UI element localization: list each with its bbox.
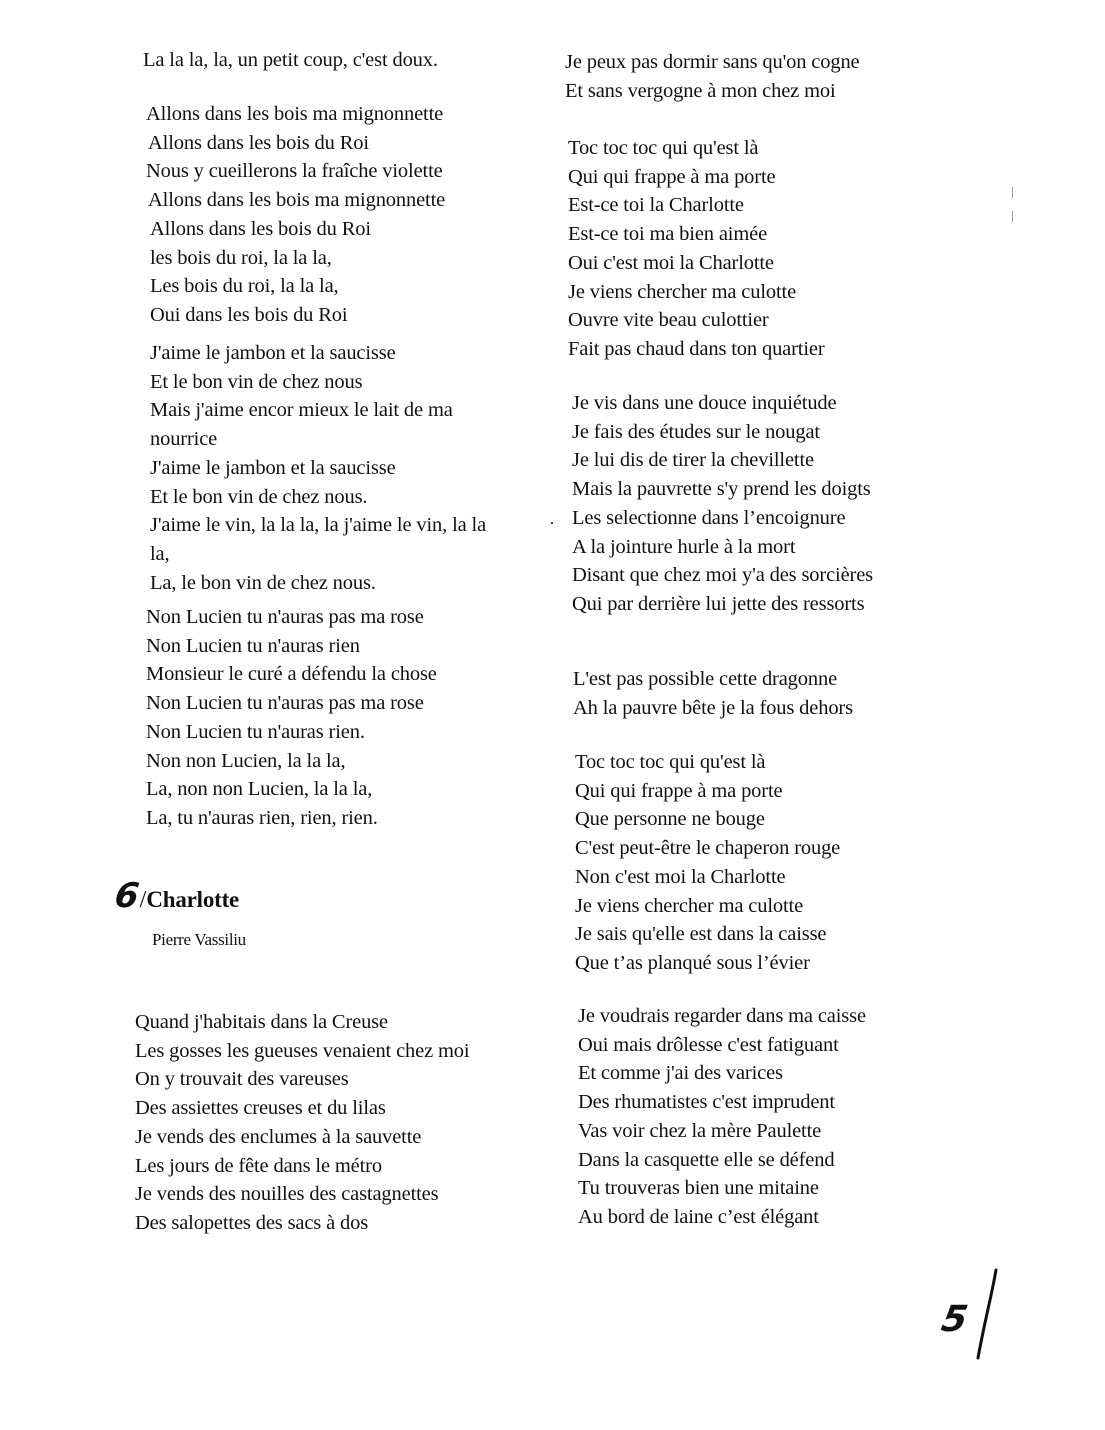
lyric-line: Oui c'est moi la Charlotte xyxy=(568,251,774,274)
lyric-line: Je viens chercher ma culotte xyxy=(575,894,804,917)
lyric-line: Tu trouveras bien une mitaine xyxy=(578,1177,819,1200)
lyric-line: la, xyxy=(150,542,170,565)
lyric-line: J'aime le jambon et la saucisse xyxy=(150,342,396,364)
lyric-line: Des assiettes creuses et du lilas xyxy=(135,1097,386,1120)
lyric-line: Je fais des études sur le nougat xyxy=(572,420,820,443)
lyric-line: Je vends des nouilles des castagnettes xyxy=(135,1183,439,1206)
lyric-line: Et sans vergogne à mon chez moi xyxy=(565,79,836,102)
stanza-bullet: · xyxy=(549,513,555,533)
lyric-line: Je peux pas dormir sans qu'on cogne xyxy=(565,51,860,73)
lyric-line: Est-ce toi la Charlotte xyxy=(568,194,744,217)
lyric-line: Non c'est moi la Charlotte xyxy=(575,865,786,888)
lyric-line: Des salopettes des sacs à dos xyxy=(135,1211,369,1234)
lyric-line: Est-ce toi ma bien aimée xyxy=(568,223,768,246)
lyric-line: On y trouvait des vareuses xyxy=(135,1068,349,1091)
lyric-line: Les jours de fête dans le métro xyxy=(135,1154,382,1177)
lyric-line: La la la, la, un petit coup, c'est doux. xyxy=(143,49,438,71)
lyric-line: Que t’as planqué sous l’évier xyxy=(575,951,810,974)
lyric-line: Et comme j'ai des varices xyxy=(578,1062,783,1085)
lyric-line: Qui qui frappe à ma porte xyxy=(568,165,776,188)
lyric-line: Non Lucien tu n'auras rien xyxy=(146,634,360,657)
lyric-line: Que personne ne bouge xyxy=(575,808,765,831)
lyric-line: Fait pas chaud dans ton quartier xyxy=(568,337,825,360)
lyric-line: Qui qui frappe à ma porte xyxy=(575,779,783,802)
page-number: 5 xyxy=(938,1299,971,1340)
lyric-line: J'aime le vin, la la la, la j'aime le vin, la la xyxy=(150,514,487,537)
lyric-line: Toc toc toc qui qu'est là xyxy=(568,137,759,159)
lyric-line: Ah la pauvre bête je la fous dehors xyxy=(573,696,853,719)
lyric-line: Ouvre vite beau culottier xyxy=(568,309,769,332)
lyric-line: Les gosses les gueuses venaient chez moi xyxy=(135,1039,470,1062)
song-author: Pierre Vassiliu xyxy=(152,930,246,949)
lyric-line: L'est pas possible cette dragonne xyxy=(573,668,838,690)
lyric-line: Des rhumatistes c'est imprudent xyxy=(578,1091,835,1114)
margin-mark xyxy=(1012,187,1013,198)
lyric-line: Oui dans les bois du Roi xyxy=(150,303,348,326)
lyric-line: les bois du roi, la la la, xyxy=(150,246,332,269)
song-number-separator: / xyxy=(139,887,147,913)
lyric-line: Mais la pauvrette s'y prend les doigts xyxy=(572,478,871,501)
lyric-line: La, tu n'auras rien, rien, rien. xyxy=(146,806,378,829)
lyric-line: Je vis dans une douce inquiétude xyxy=(572,392,837,414)
lyric-line: Et le bon vin de chez nous. xyxy=(150,485,368,508)
lyric-line: A la jointure hurle à la mort xyxy=(572,535,796,558)
lyric-line: Dans la casquette elle se défend xyxy=(578,1148,835,1171)
page-number-slash xyxy=(962,1264,1002,1364)
lyric-line: Vas voir chez la mère Paulette xyxy=(578,1119,822,1142)
lyric-line: Je viens chercher ma culotte xyxy=(568,280,797,303)
lyric-line: Je sais qu'elle est dans la caisse xyxy=(575,923,827,946)
lyric-line: Allons dans les bois du Roi xyxy=(148,131,369,154)
lyric-line: Non Lucien tu n'auras rien. xyxy=(146,720,365,743)
lyric-line: Non Lucien tu n'auras pas ma rose xyxy=(146,692,424,715)
lyric-line: Mais j'aime encor mieux le lait de ma xyxy=(150,399,453,422)
lyric-line: Quand j'habitais dans la Creuse xyxy=(135,1011,388,1033)
lyric-line: Oui mais drôlesse c'est fatiguant xyxy=(578,1033,839,1056)
lyric-line: Non non Lucien, la la la, xyxy=(146,749,346,772)
lyric-line: Les selectionne dans l’encoignure xyxy=(572,506,846,529)
lyric-line: Au bord de laine c’est élégant xyxy=(578,1205,819,1228)
lyric-line: Monsieur le curé a défendu la chose xyxy=(146,663,437,686)
lyric-line: J'aime le jambon et la saucisse xyxy=(150,456,396,479)
lyric-line: Toc toc toc qui qu'est là xyxy=(575,751,766,773)
lyric-line: Allons dans les bois ma mignonnette xyxy=(148,189,446,212)
lyric-line: Je voudrais regarder dans ma caisse xyxy=(578,1005,866,1027)
song-number: 6 xyxy=(112,876,141,916)
lyric-line: Et le bon vin de chez nous xyxy=(150,370,363,393)
song-heading xyxy=(112,874,240,918)
lyric-line: Allons dans les bois ma mignonnette xyxy=(146,103,444,125)
lyric-line: Allons dans les bois du Roi xyxy=(150,217,371,240)
lyric-line: La, le bon vin de chez nous. xyxy=(150,571,376,594)
lyric-line: nourrice xyxy=(150,428,218,451)
song-title: Charlotte xyxy=(146,887,240,912)
lyric-line: Je vends des enclumes à la sauvette xyxy=(135,1125,422,1148)
lyric-line: La, non non Lucien, la la la, xyxy=(146,778,373,801)
lyric-line: Nous y cueillerons la fraîche violette xyxy=(146,160,443,183)
lyric-line: Disant que chez moi y'a des sorcières xyxy=(572,564,873,587)
lyric-line: Je lui dis de tirer la chevillette xyxy=(572,449,814,472)
lyric-line: Non Lucien tu n'auras pas ma rose xyxy=(146,606,424,628)
lyric-line: Qui par derrière lui jette des ressorts xyxy=(572,592,865,615)
lyric-line: C'est peut-être le chaperon rouge xyxy=(575,837,841,860)
margin-mark xyxy=(1012,211,1013,222)
lyric-line: Les bois du roi, la la la, xyxy=(150,275,339,298)
